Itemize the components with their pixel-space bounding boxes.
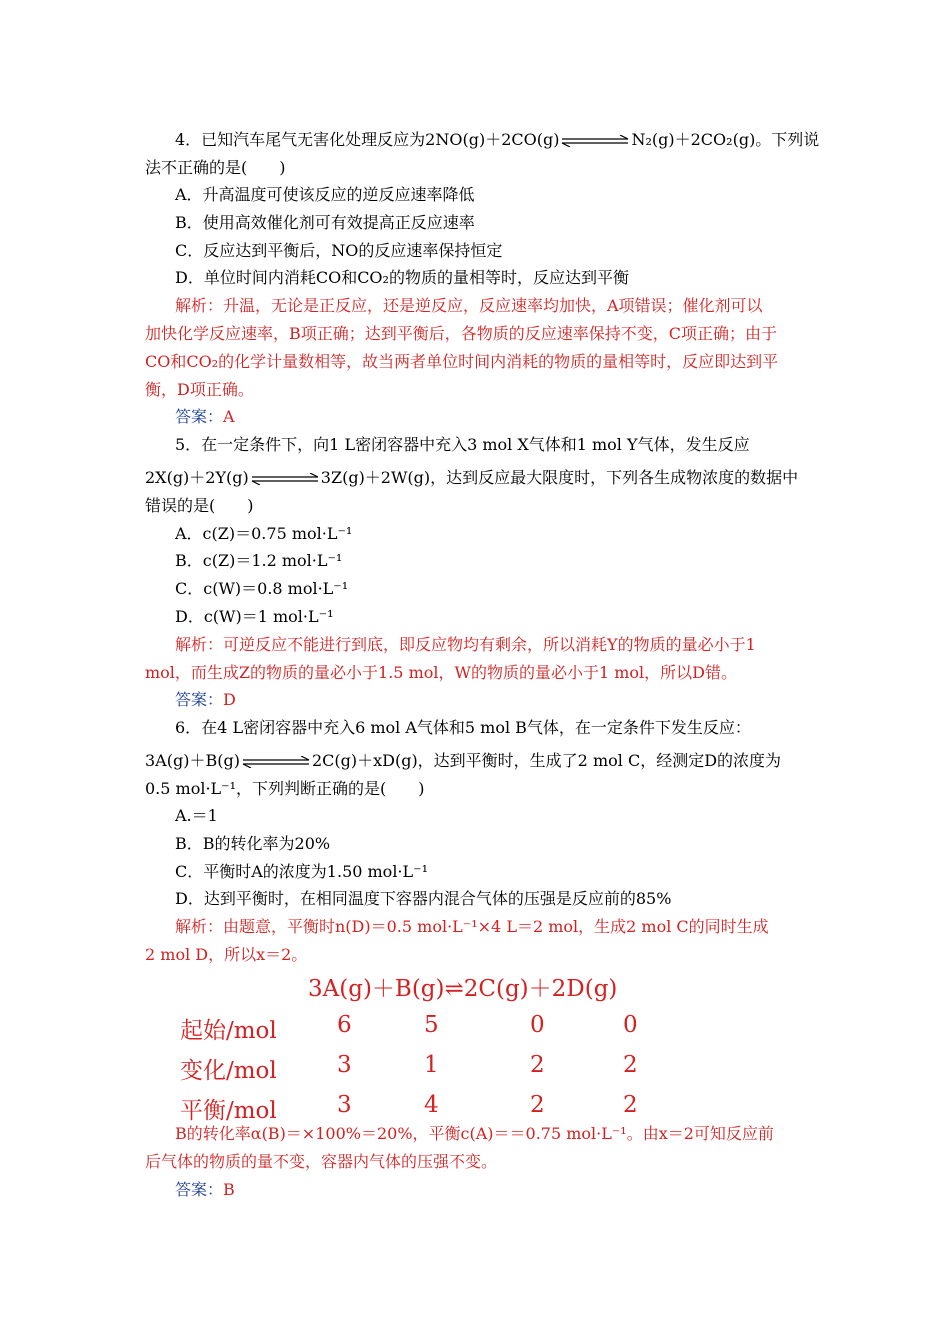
q4-answer: 答案：A [175,407,235,426]
q4-option-d: D．单位时间内消耗CO和CO₂的物质的量相等时，反应达到平衡 [175,268,629,287]
q4-analysis-line4: 衡，D项正确。 [145,380,254,399]
q6-stem-line3: 0.5 mol·L⁻¹，下列判断正确的是( ) [145,779,425,798]
cell: 0 [530,1012,545,1038]
row-label: 起始/mol [180,1018,277,1044]
q4-option-a: A．升高温度可使该反应的逆反应速率降低 [175,185,475,204]
q6-option-a: A.＝1 [175,806,218,825]
q6-answer: 答案：B [175,1180,235,1199]
cell: 2 [623,1092,638,1118]
row-label: 变化/mol [180,1058,277,1084]
cell: 1 [424,1052,439,1078]
q5-stem-line3: 错误的是( ) [145,496,254,515]
q4-stem-line1: 4．已知汽车尾气无害化处理反应为2NO(g)＋2CO(g) N₂(g)＋2CO₂(g)。下列说 [175,130,820,149]
q4-analysis-line2: 加快化学反应速率，B项正确；达到平衡后，各物质的反应速率保持不变，C项正确；由于 [145,324,778,343]
q6-after-line1: B的转化率α(B)＝×100%＝20%，平衡c(A)＝＝0.75 mol·L⁻¹。由x＝2可知反应前 [175,1124,774,1143]
q5-option-c: C．c(W)＝0.8 mol·L⁻¹ [175,579,349,598]
cell: 5 [424,1012,439,1038]
q5-analysis-line2: mol，而生成Z的物质的量必小于1.5 mol，W的物质的量必小于1 mol，所以D错。 [145,663,737,682]
cell: 6 [337,1012,352,1038]
q6-table-row-start [175,1012,695,1046]
q6-analysis-line1: 解析：由题意，平衡时n(D)＝0.5 mol·L⁻¹×4 L＝2 mol，生成2 mol C的同时生成 [175,917,769,936]
cell: 4 [424,1092,439,1118]
q6-option-c: C．平衡时A的浓度为1.50 mol·L⁻¹ [175,862,429,881]
q6-stem-line2: 3A(g)＋B(g) 2C(g)＋xD(g)，达到平衡时，生成了2 mol C，经测定D的浓度为 [145,751,782,770]
q4-stem-line2: 法不正确的是( ) [145,158,286,177]
cell: 0 [623,1012,638,1038]
q6-stem-line1: 6．在4 L密闭容器中充入6 mol A气体和5 mol B气体，在一定条件下发生反应： [175,718,751,737]
q4-analysis-line1: 解析：升温，无论是正反应，还是逆反应，反应速率均加快，A项错误；催化剂可以 [175,296,763,315]
cell: 2 [623,1052,638,1078]
cell: 2 [530,1092,545,1118]
q5-option-a: A．c(Z)＝0.75 mol·L⁻¹ [175,524,353,543]
q6-table-row-change [175,1052,695,1086]
q6-option-d: D．达到平衡时，在相同温度下容器内混合气体的压强是反应前的85% [175,889,672,908]
reversible-arrow-icon [241,756,311,768]
q6-table-row-equilibrium [175,1092,695,1126]
cell: 2 [530,1052,545,1078]
q5-option-d: D．c(W)＝1 mol·L⁻¹ [175,607,334,626]
reversible-arrow-icon [560,135,630,147]
q6-equation: 3A(g)＋B(g)⇌2C(g)＋2D(g) [308,976,618,1002]
q5-stem-line2: 2X(g)＋2Y(g) 3Z(g)＋2W(g)，达到反应最大限度时，下列各生成物浓度的数据中 [145,468,799,487]
q6-option-b: B．B的转化率为20% [175,834,331,853]
reversible-arrow-icon [250,473,320,485]
cell: 3 [337,1092,352,1118]
cell: 3 [337,1052,352,1078]
q6-after-line2: 后气体的物质的量不变，容器内气体的压强不变。 [145,1152,498,1171]
q4-analysis-line3: CO和CO₂的化学计量数相等，故当两者单位时间内消耗的物质的量相等时，反应即达到平 [145,352,779,371]
q4-option-c: C．反应达到平衡后，NO的反应速率保持恒定 [175,241,503,260]
q5-option-b: B．c(Z)＝1.2 mol·L⁻¹ [175,551,343,570]
q6-analysis-line2: 2 mol D，所以x＝2。 [145,945,308,964]
row-label: 平衡/mol [180,1098,277,1124]
q5-analysis-line1: 解析：可逆反应不能进行到底，即反应物均有剩余，所以消耗Y的物质的量必小于1 [175,635,756,654]
q5-answer: 答案：D [175,690,236,709]
q4-option-b: B．使用高效催化剂可有效提高正反应速率 [175,213,475,232]
q5-stem-line1: 5．在一定条件下，向1 L密闭容器中充入3 mol X气体和1 mol Y气体，发生反应 [175,435,750,454]
